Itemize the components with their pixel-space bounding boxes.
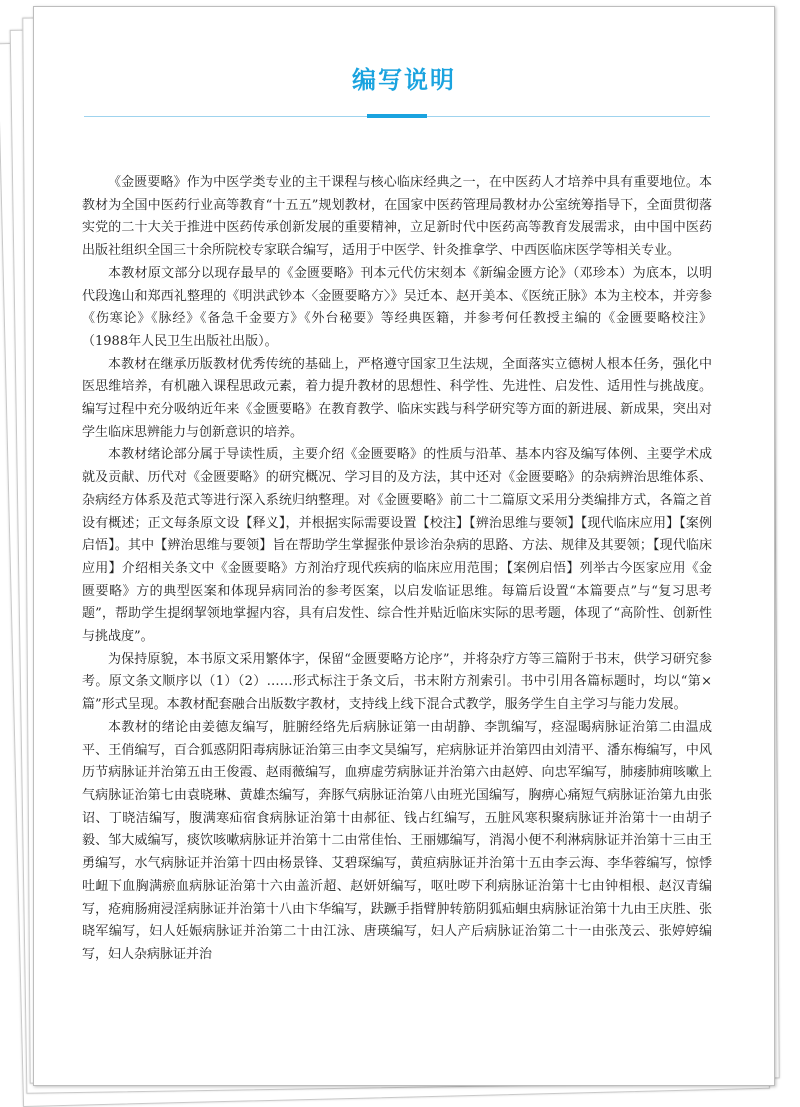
- page-title: 编写说明: [352, 66, 456, 94]
- paragraph-conventions: 为保持原貌，本书原文采用繁体字，保留“金匮要略方论序”，并将杂疗方等三篇附于书末，供学习研究参考。原文条文顺序以（1）（2）……形式标注于条文后，书末附方剂索引。书中引用各篇标题时，均以“第×篇”形式呈现。本教材配套融合出版数字教材，支持线上线下混合式教学，服务学生自主学习与能力发展。: [82, 651, 712, 713]
- paragraph-principles: 本教材在继承历版教材优秀传统的基础上，严格遵守国家卫生法规，全面落实立德树人根本任务，强化中医思维培养，有机融入课程思政元素，着力提升教材的思想性、科学性、先进性、启发性、适用性与挑战度。编写过程中充分吸纳近年来《金匮要略》在教育教学、临床实践与科学研究等方面的新进展、新成果，突出对学生临床思辨能力与创新意识的培养。: [82, 356, 712, 440]
- paragraph-structure: 本教材绪论部分属于导读性质，主要介绍《金匮要略》的性质与沿革、基本内容及编写体例、主要学术成就及贡献、历代对《金匮要略》的研究概况、学习目的及方法，其中还对《金匮要略》的杂病辨治思维体系、杂病经方体系及范式等进行深入系统归纳整理。对《金匮要略》前二十二篇原文采用分类编排方式，各篇之首设有概述；正文每条原文设【释义】，并根据实际需要设置【校注】【辨治思维与要领】【现代临床应用】【案例启悟】。其中【辨治思维与要领】旨在帮助学生掌握张仲景诊治杂病的思路、方法、规律及其要领；【现代临床应用】介绍相关条文中《金匮要略》方剂治疗现代疾病的临床应用范围；【案例启悟】列举古今医家应用《金匮要略》方的典型医案和体现异病同治的参考医案，以启发临证思维。每篇后设置“本篇要点”与“复习思考题”，帮助学生提纲挈领地掌握内容，具有启发性、综合性并贴近临床实际的思考题，体现了“高阶性、创新性与挑战度”。: [82, 447, 712, 645]
- paragraph-intro: 《金匮要略》作为中医学类专业的主干课程与核心临床经典之一，在中医药人才培养中具有重要地位。本教材为全国中医药行业高等教育“十五五”规划教材，在国家中医药管理局教材办公室统筹指导下，全面贯彻落实党的二十大关于推进中医药传承创新发展的重要精神，立足新时代中医药高等教育发展需求，由中国中医药出版社组织全国三十余所院校专家联合编写，适用于中医学、针灸推拿学、中西医临床医学等相关专业。: [82, 175, 712, 259]
- document-page: [33, 6, 775, 1086]
- paragraph-source-texts: 本教材原文部分以现存最早的《金匮要略》刊本元代仿宋刻本《新编金匮方论》（邓珍本）为底本，以明代段逸山和郑西礼整理的《明洪武钞本〈金匮要略方〉》吴迁本、赵开美本、《医统正脉》本为主校本，并旁参《伤寒论》《脉经》《备急千金要方》《外台秘要》等经典医籍，并参考何任教授主编的《金匮要略校注》（1988年人民卫生出版社出版）。: [82, 265, 712, 349]
- paragraph-authors: 本教材的绪论由姜德友编写，脏腑经络先后病脉证第一由胡静、李凯编写，痉湿暍病脉证治第二由温成平、王俏编写，百合狐惑阴阳毒病脉证治第三由李文昊编写，疟病脉证并治第四由刘清平、潘东梅编写，中风历节病脉证并治第五由王俊霞、赵雨薇编写，血痹虚劳病脉证并治第六由赵婷、向忠军编写，肺痿肺痈咳嗽上气病脉证治第七由袁晓琳、黄雄杰编写，奔豚气病脉证治第八由班光国编写，胸痹心痛短气病脉证治第九由张诏、丁晓洁编写，腹满寒疝宿食病脉证治第十由郝征、钱占红编写，五脏风寒积聚病脉证并治第十一由胡子毅、邹大威编写，痰饮咳嗽病脉证并治第十二由常佳怡、王丽娜编写，消渴小便不利淋病脉证并治第十三由王勇编写，水气病脉证并治第十四由杨景锋、艾碧琛编写，黄疸病脉证并治第十五由李云海、李华蓉编写，惊悸吐衄下血胸满瘀血病脉证治第十六由盖沂超、赵妍妍编写，呕吐哕下利病脉证治第十七由钟相根、赵汉青编写，疮痈肠痈浸淫病脉证并治第十八由卞华编写，趺蹶手指臂肿转筋阴狐疝蛔虫病脉证治第十九由王庆胜、张晓军编写，妇人妊娠病脉证并治第二十由江泳、唐瑛编写，妇人产后病脉证治第二十一由张茂云、张婷婷编写，妇人杂病脉证并治: [82, 719, 712, 962]
- title-divider-accent: [367, 114, 427, 118]
- body-text: [82, 172, 712, 967]
